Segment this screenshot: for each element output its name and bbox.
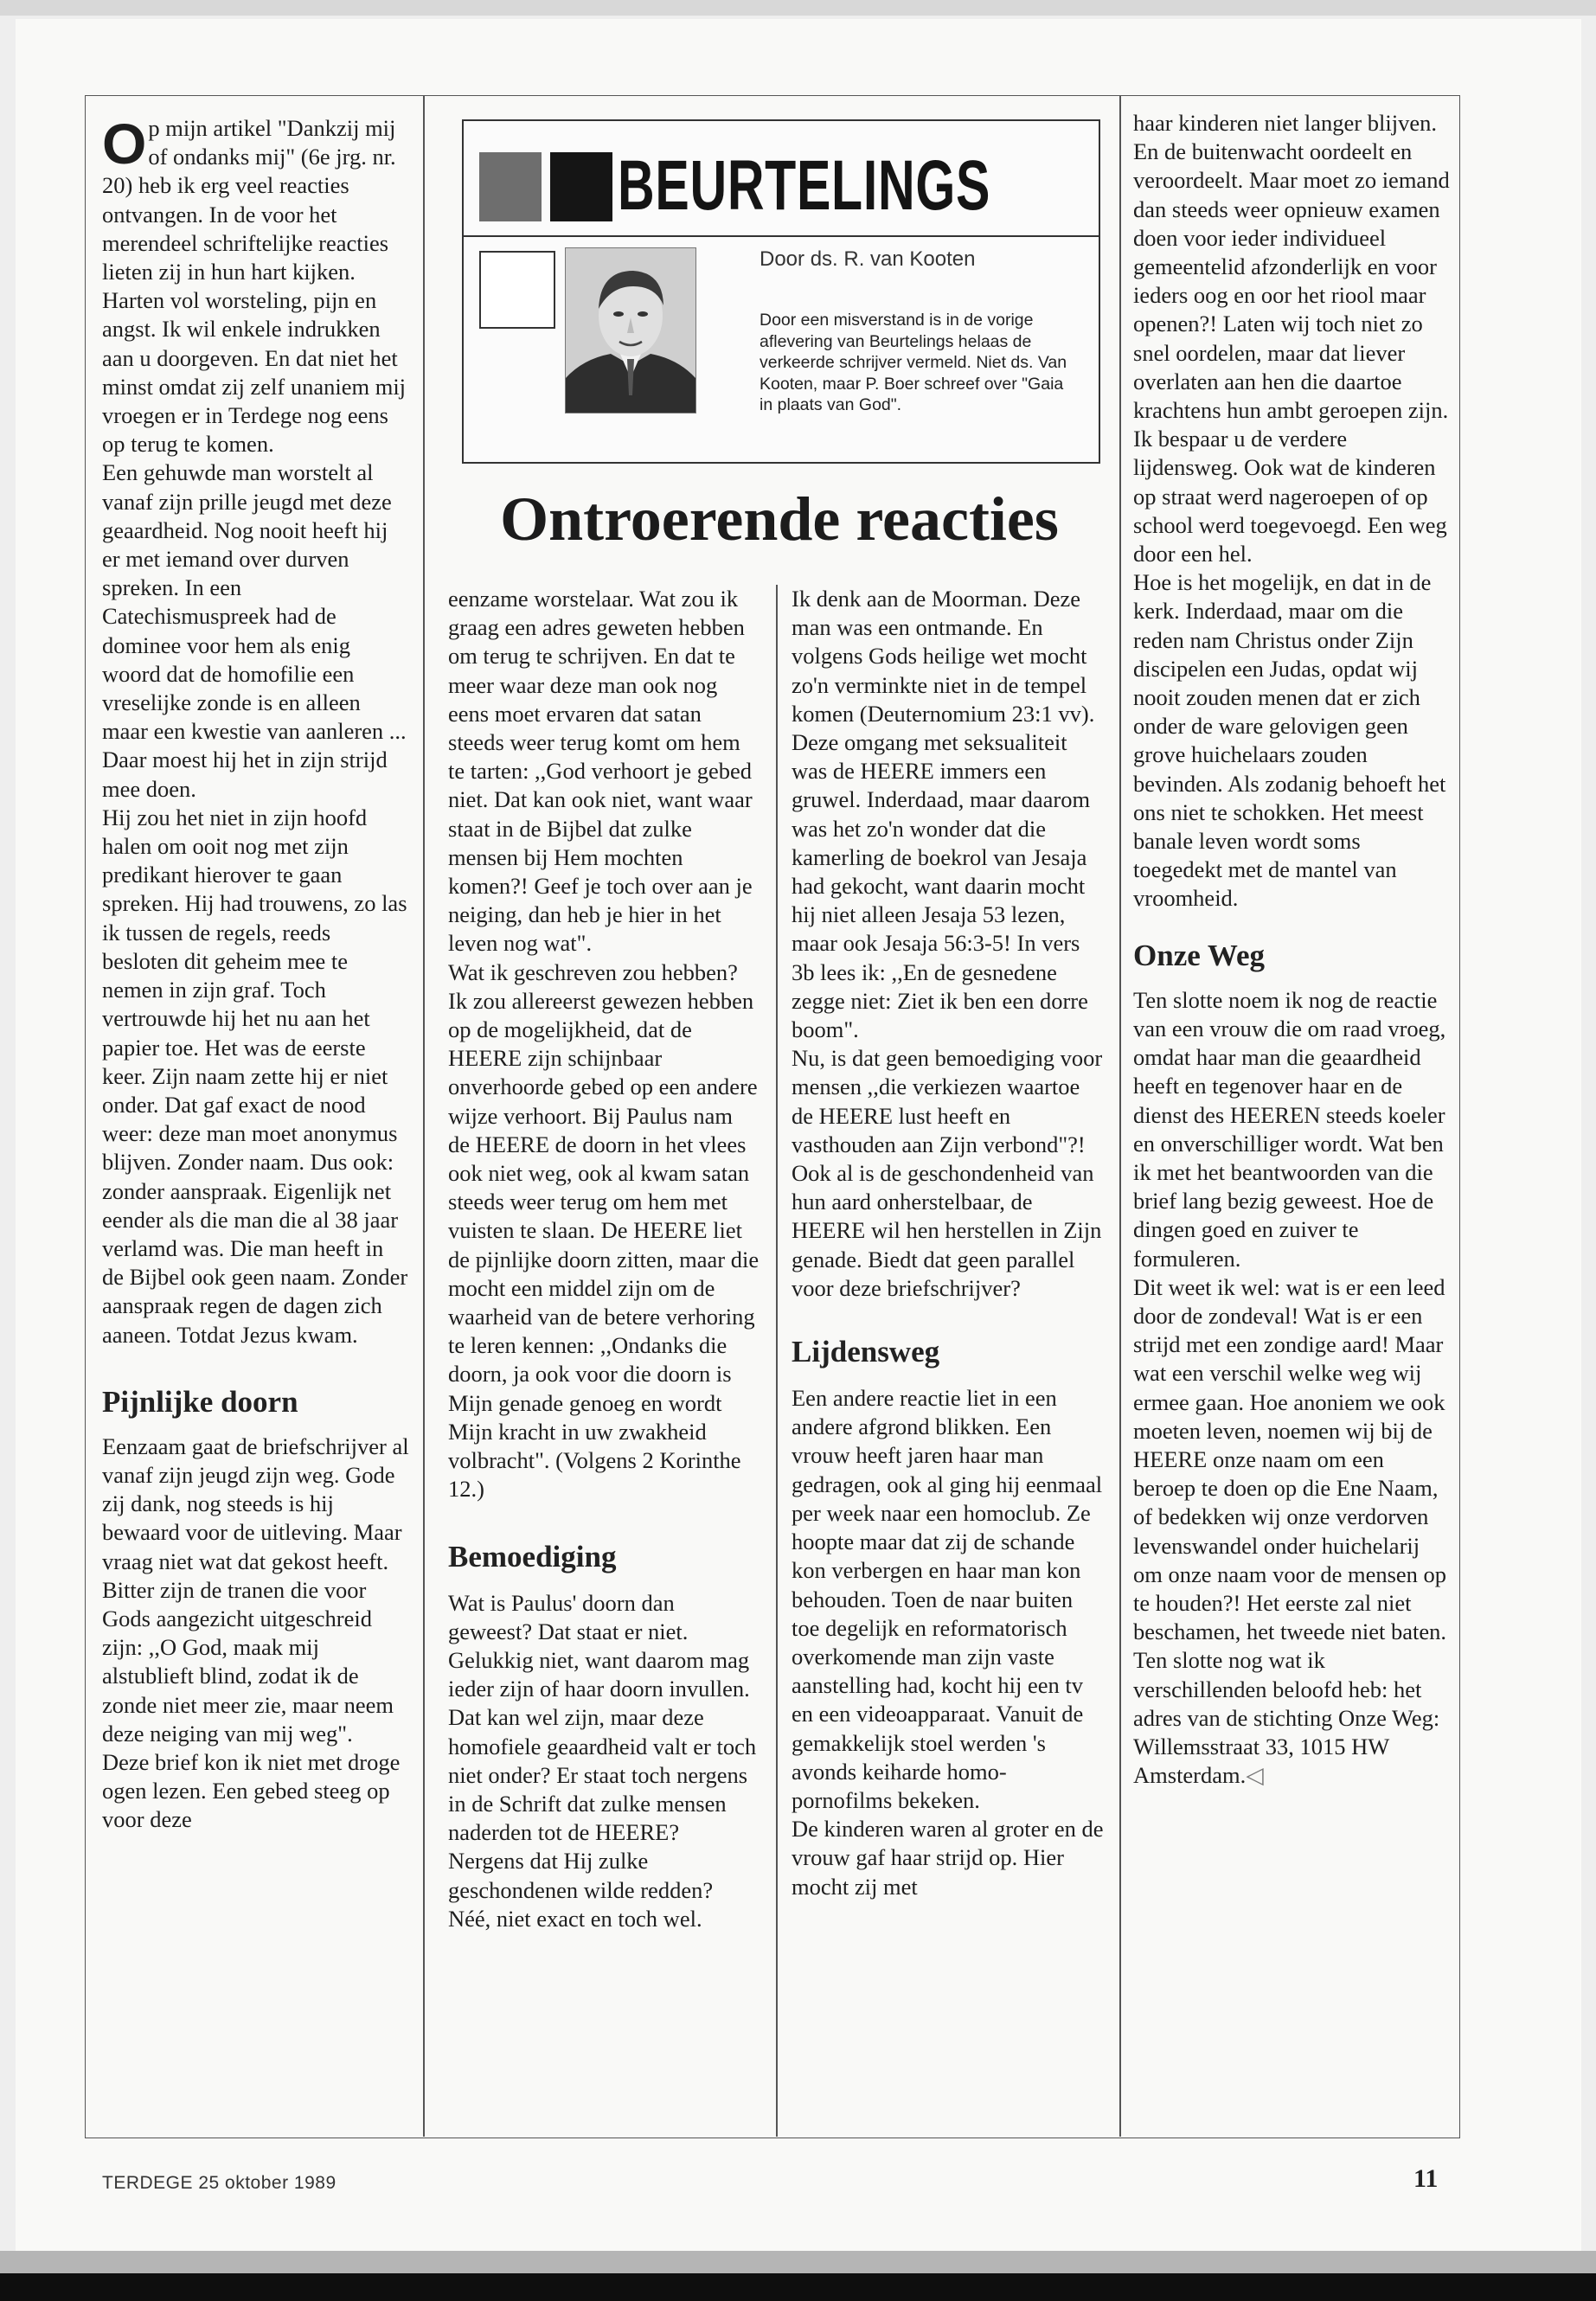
paragraph: Dit weet ik wel: wat is er een leed door de zondeval! Wat is er een strijd met een zondige aard! Maar wat een verschil welke weg wij ermee gaan. Hoe anoniem we ook moeten leven, noemen wij bij de HEERE onze naam om een beroep te doen op die Ene Naam, of bedekken wij onze verdorven levenswandel onder huichelarij om onze naam voor de mensen op te houden?! Het eerste zal niet beschamen, het tweede niet baten.	[1133, 1273, 1447, 1645]
text-column-2	[448, 585, 760, 1933]
text-column-4	[1133, 109, 1450, 1790]
column-header	[462, 119, 1100, 464]
paragraph: Een gehuwde man worstelt al vanaf zijn prille jeugd met deze geaardheid. Nog nooit heeft hij er met iemand over durven spreken. In een Catechismuspreek had de dominee voor hem als enig woord dat de homofilie een vreselijke zonde is en alleen maar een kwestie van aanleren ... Daar moest hij het in zijn strijd mee doen.	[102, 459, 407, 802]
header-divider	[464, 235, 1099, 237]
paragraph: Ten slotte noem ik nog de reactie van een vrouw die om raad vroeg, omdat haar man die geaardheid heeft en tegenover haar en de dienst des HEEREN steeds koeler en onverschilliger wordt. Wat ben ik met het beantwoorden van die brief lang bezig geweest. Hoe de dingen goed en zuiver te formuleren.	[1133, 986, 1446, 1272]
end-mark-icon: ◁	[1246, 1762, 1264, 1789]
column-rule	[423, 95, 425, 2137]
grey-square-icon	[479, 152, 542, 221]
author-portrait-icon	[566, 248, 695, 413]
paragraph: Deze brief kon ik niet met droge ogen lezen. Een gebed steeg op voor deze	[102, 1748, 401, 1833]
author-byline: Door ds. R. van Kooten	[760, 247, 976, 271]
paragraph: Een andere reactie liet in een andere afgrond blikken. Een vrouw heeft jaren haar man gedragen, ook al ging hij eenmaal per week naar een homoclub. Ze hoopte maar dat zij de schande kon verbergen en haar man kon behouden. Toen de naar buiten toe degelijk en reformatorisch overkomende man zijn vaste aanstelling had, kocht hij een tv en een videoapparaat. Vanuit de gemakkelijk stoel werden 's avonds keiharde homo-pornofilms bekeken.	[792, 1385, 1103, 1813]
scan-top-edge	[0, 0, 1596, 16]
paragraph: Ik denk aan de Moorman. Deze man was een ontmande. En volgens Gods heilige wet mocht zo'n verminkte niet in de tempel komen (Deuternomium 23:1 vv). Deze omgang met seksualiteit was de HEERE immers een gruwel. Inderdaad, maar daarom was het zo'n wonder dat die kamerling de boekrol van Jesaja had gekocht, want daarin mocht hij niet alleen Jesaja 53 lezen, maar ook Jesaja 56:3-5! In vers 3b lees ik: ,,En de gesnedene zegge niet: Ziet ik ben een dorre boom".	[792, 586, 1095, 1043]
black-square-icon	[550, 152, 612, 221]
page-number: 11	[1413, 2164, 1439, 2193]
correction-note: Door een misverstand is in de vorige aflevering van Beurtelings helaas de verkeerde schrijver vermeld. Niet ds. Van Kooten, maar P. Boer schreef over "Gaia in plaats van God".	[760, 311, 1067, 414]
column-rule	[1119, 95, 1121, 2137]
paragraph: Hoe is het mogelijk, en dat in de kerk. Inderdaad, maar om die reden nam Christus onder Zijn discipelen een Judas, opdat wij nooit zouden menen dat er zich onder de ware gelovigen geen grove huichelaars zouden bevinden. Als zodanig behoeft het ons niet te schokken. Het meest banale leven wordt soms toegedekt met de mantel van vroomheid.	[1133, 569, 1446, 912]
text-column-1	[102, 114, 409, 1835]
paragraph: De kinderen waren al groter en de vrouw gaf haar strijd op. Hier mocht zij met	[792, 1816, 1104, 1900]
subheading: Pijnlijke doorn	[102, 1384, 298, 1419]
column-logo: BEURTELINGS	[618, 146, 991, 225]
paragraph: Op mijn artikel "Dankzij mij of ondanks mij" (6e jrg. nr. 20) heb ik erg veel reacties ontvangen. In de voor het merendeel schriftelijke reacties lieten zij in hun hart kijken. Harten vol worsteling, pijn en angst. Ik wil enkele indrukken aan u doorgeven. En dat niet het minst omdat zij zelf unaniem mij vroegen er in Terdege nog eens op terug te komen.	[102, 112, 407, 458]
publication-footer: TERDEGE 25 oktober 1989	[102, 2173, 337, 2193]
subheading: Onze Weg	[1133, 938, 1265, 972]
drop-cap: O	[102, 112, 147, 176]
article-title: Ontroerende reacties	[500, 484, 1059, 554]
outline-square-icon	[479, 251, 555, 329]
paragraph: Eenzaam gaat de briefschrijver al vanaf zijn jeugd zijn weg. Gode zij dank, nog steeds is hij bewaard voor de uitleving. Maar vraag niet wat dat gekost heeft. Bitter zijn de tranen die voor Gods aangezicht uitgeschreid zijn: ,,O God, maak mij alstublieft blind, zodat ik de zonde niet meer zie, maar neem deze neiging van mij weg".	[102, 1433, 409, 1747]
paragraph: Néé, niet exact en toch wel.	[448, 1905, 702, 1932]
paragraph: Wat ik geschreven zou hebben? Ik zou allereerst gewezen hebben op de mogelijkheid, dat de HEERE zijn schijnbaar onverhoorde gebed op een andere wijze verhoort. Bij Paulus nam de HEERE de doorn in het vlees ook niet weg, ook al kwam satan steeds weer terug om hem met vuisten te slaan. De HEERE liet de pijnlijke doorn zitten, maar die mocht een middel zijn om de waarheid van de betere verhoring te leren kennen: ,,Ondanks die doorn, ja ook voor die doorn is Mijn genade genoeg en wordt Mijn kracht in uw zwakheid volbracht". (Volgens 2 Korinthe 12.)	[448, 958, 760, 1503]
scan-bottom-edge	[0, 2251, 1596, 2273]
paragraph: Ten slotte nog wat ik verschillenden beloofd heb: het adres van de stichting Onze Weg: Willemsstraat 33, 1015 HW Amsterdam.◁	[1133, 1647, 1440, 1789]
paragraph: Hij zou het niet in zijn hoofd halen om ooit nog met zijn predikant hierover te gaan spreken. Hij had trouwens, zo las ik tussen de regels, reeds besloten dit geheim mee te nemen in zijn graf. Toch vertrouwde hij het nu aan het papier toe. Het was de eerste keer. Zijn naam zette hij er niet onder. Dat gaf exact de nood weer: deze man moet anonymus blijven. Zonder naam. Dus ook: zonder aanspraak. Eigenlijk net eender als die man die al 38 jaar verlamd was. Die man heeft in de Bijbel ook geen naam. Zonder aanspraak regen de dagen zich aaneen. Totdat Jezus kwam.	[102, 804, 408, 1348]
column-rule	[776, 585, 778, 2137]
text-column-3	[792, 585, 1105, 1901]
subheading: Bemoediging	[448, 1539, 617, 1574]
author-photo	[565, 247, 696, 413]
paragraph: eenzame worstelaar. Wat zou ik graag een adres geweten hebben om terug te schrijven. En dat te meer waar deze man ook nog eens moet ervaren dat satan steeds weer terug komt om hem te tarten: ,,God verhoort je gebed niet. Dat kan ook niet, want waar staat in de Bijbel dat zulke mensen bij Hem mochten komen?! Geef je toch over aan je neiging, dan heb je hier in het leven nog wat".	[448, 586, 753, 957]
paragraph: Wat is Paulus' doorn dan geweest? Dat staat er niet. Gelukkig niet, want daarom mag ieder zijn of haar doorn invullen. Dat kan wel zijn, maar deze homofiele geaardheid valt er toch niet onder? Er staat toch nergens in de Schrift dat zulke mensen naderden tot de HEERE? Nergens dat Hij zulke geschondenen wilde redden?	[448, 1589, 757, 1903]
paragraph: Nu, is dat geen bemoediging voor mensen ,,die verkiezen waartoe de HEERE lust heeft en vasthouden aan Zijn verbond"?! Ook al is de geschondenheid van hun aard onherstelbaar, de HEERE wil hen herstellen in Zijn genade. Biedt dat geen parallel voor deze briefschrijver?	[792, 1045, 1103, 1301]
scan-black-band	[0, 2273, 1596, 2301]
subheading: Lijdensweg	[792, 1335, 940, 1369]
paragraph: haar kinderen niet langer blijven. En de buitenwacht oordeelt en veroordeelt. Maar moet zo iemand dan steeds weer opnieuw examen doen voor ieder individueel gemeentelid afzonderlijk en voor ieders oog en oor het riool maar openen?! Laten wij toch niet zo snel oordelen, maar dat liever overlaten aan hen die daartoe krachtens hun ambt geroepen zijn. Ik bespaar u de verdere lijdensweg. Ook wat de kinderen op straat werd nageroepen of op school werd toegevoegd. Een weg door een hel.	[1133, 110, 1450, 567]
